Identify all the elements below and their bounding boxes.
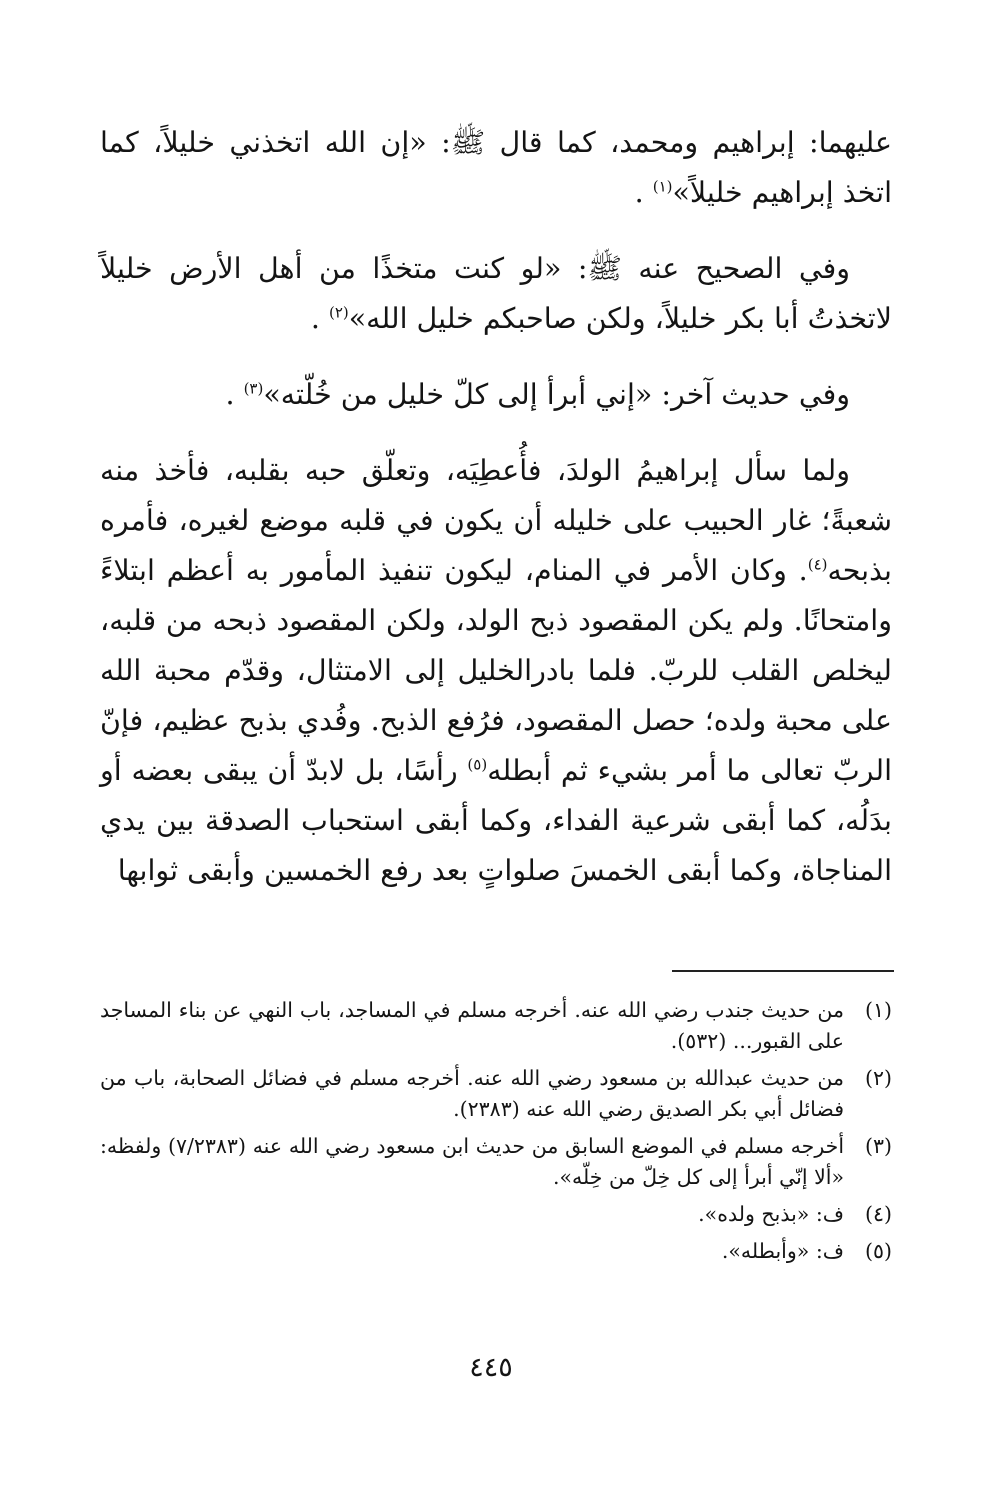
page-number: ٤٤٥ bbox=[469, 1352, 513, 1383]
footnote-text: أخرجه مسلم في الموضع السابق من حديث ابن مسعود رضي الله عنه (٧/٢٣٨٣) ولفظه: «ألا إنّي أبرأ إلى كل خِلّ من خِلّه». bbox=[100, 1134, 845, 1189]
footnote-text: من حديث عبدالله بن مسعود رضي الله عنه. أخرجه مسلم في فضائل الصحابة، باب من فضائل أبي بكر الصديق رضي الله عنه (٢٣٨٣). bbox=[100, 1066, 844, 1121]
paragraph-text: ولما سأل إبراهيمُ الولدَ، فأُعطِيَه، وتعلّق حبه بقلبه، فأخذ منه شعبةً؛ غار الحبيب على خليله أن يكون في قلبه موضع لغيره، فأمره بذبحه bbox=[100, 454, 892, 587]
paragraph-4 bbox=[100, 446, 892, 896]
footnote-5 bbox=[100, 1236, 892, 1267]
paragraph-text: . وكان الأمر في المنام، ليكون تنفيذ المأمور به أعظم ابتلاءً وامتحانًا. ولم يكن المقصود ذبح الولد، ولكن المقصود ذبحه من قلبه، ليخلص القلب للربّ. فلما بادرالخليل إلى الامتثال، وقدّم محبة الله على محبة ولده؛ حصل المقصود، فرُفع الذبح. وفُدي بذبح عظيم، فإنّ الربّ تعالى ما أمر بشيء ثم أبطله bbox=[100, 554, 893, 787]
main-text bbox=[100, 118, 892, 896]
paragraph-2 bbox=[100, 244, 892, 344]
footnote-text: من حديث جندب رضي الله عنه. أخرجه مسلم في المساجد، باب النهي عن بناء المساجد على القبور... (٥٣٢). bbox=[100, 998, 844, 1053]
paragraph-text: عليهما: إبراهيم ومحمد، كما قال ﷺ: «إن الله اتخذني خليلاً، كما اتخذ إبراهيم خليلاً» bbox=[100, 126, 892, 209]
paragraph-3 bbox=[100, 370, 892, 420]
footnote-marker: (٣) bbox=[243, 379, 264, 398]
end-mark: . bbox=[225, 378, 244, 411]
footnote-text: ف: «بذبح ولده». bbox=[698, 1202, 844, 1226]
footnote-marker: (٥) bbox=[467, 755, 488, 774]
footnote-number: (٥) bbox=[864, 1239, 892, 1263]
footnote-marker: (٢) bbox=[328, 303, 349, 322]
paragraph-text: رأسًا، بل لابدّ أن يبقى بعضه أو بدَلُه، كما أبقى شرعية الفداء، وكما أبقى استحباب الصدقة بين يدي المناجاة، وكما أبقى الخمسَ صلواتٍ بعد رفع الخمسين وأبقى ثوابها bbox=[100, 754, 892, 887]
footnote-number: (١) bbox=[864, 998, 892, 1022]
footnote-number: (٣) bbox=[864, 1134, 892, 1158]
end-mark: . bbox=[634, 176, 653, 209]
footnote-marker: (١) bbox=[652, 177, 673, 196]
footnote-text: ف: «وأبطله». bbox=[721, 1239, 844, 1263]
paragraph-text: وفي الصحيح عنه ﷺ: «لو كنت متخذًا من أهل الأرض خليلاً لاتخذتُ أبا بكر خليلاً، ولكن صاحبكم خليل الله» bbox=[100, 252, 892, 335]
footnote-divider bbox=[672, 970, 894, 972]
paragraph-1 bbox=[100, 118, 892, 218]
footnote-4 bbox=[100, 1199, 892, 1230]
footnote-marker: (٤) bbox=[807, 555, 828, 574]
footnote-3 bbox=[100, 1131, 892, 1193]
footnote-1 bbox=[100, 995, 892, 1057]
footnote-number: (٢) bbox=[864, 1066, 892, 1090]
footnotes bbox=[100, 995, 892, 1273]
footnote-2 bbox=[100, 1063, 892, 1125]
footnote-number: (٤) bbox=[864, 1202, 892, 1226]
paragraph-text: وفي حديث آخر: «إني أبرأ إلى كلّ خليل من خُلّته» bbox=[263, 378, 850, 411]
end-mark: . bbox=[310, 302, 329, 335]
